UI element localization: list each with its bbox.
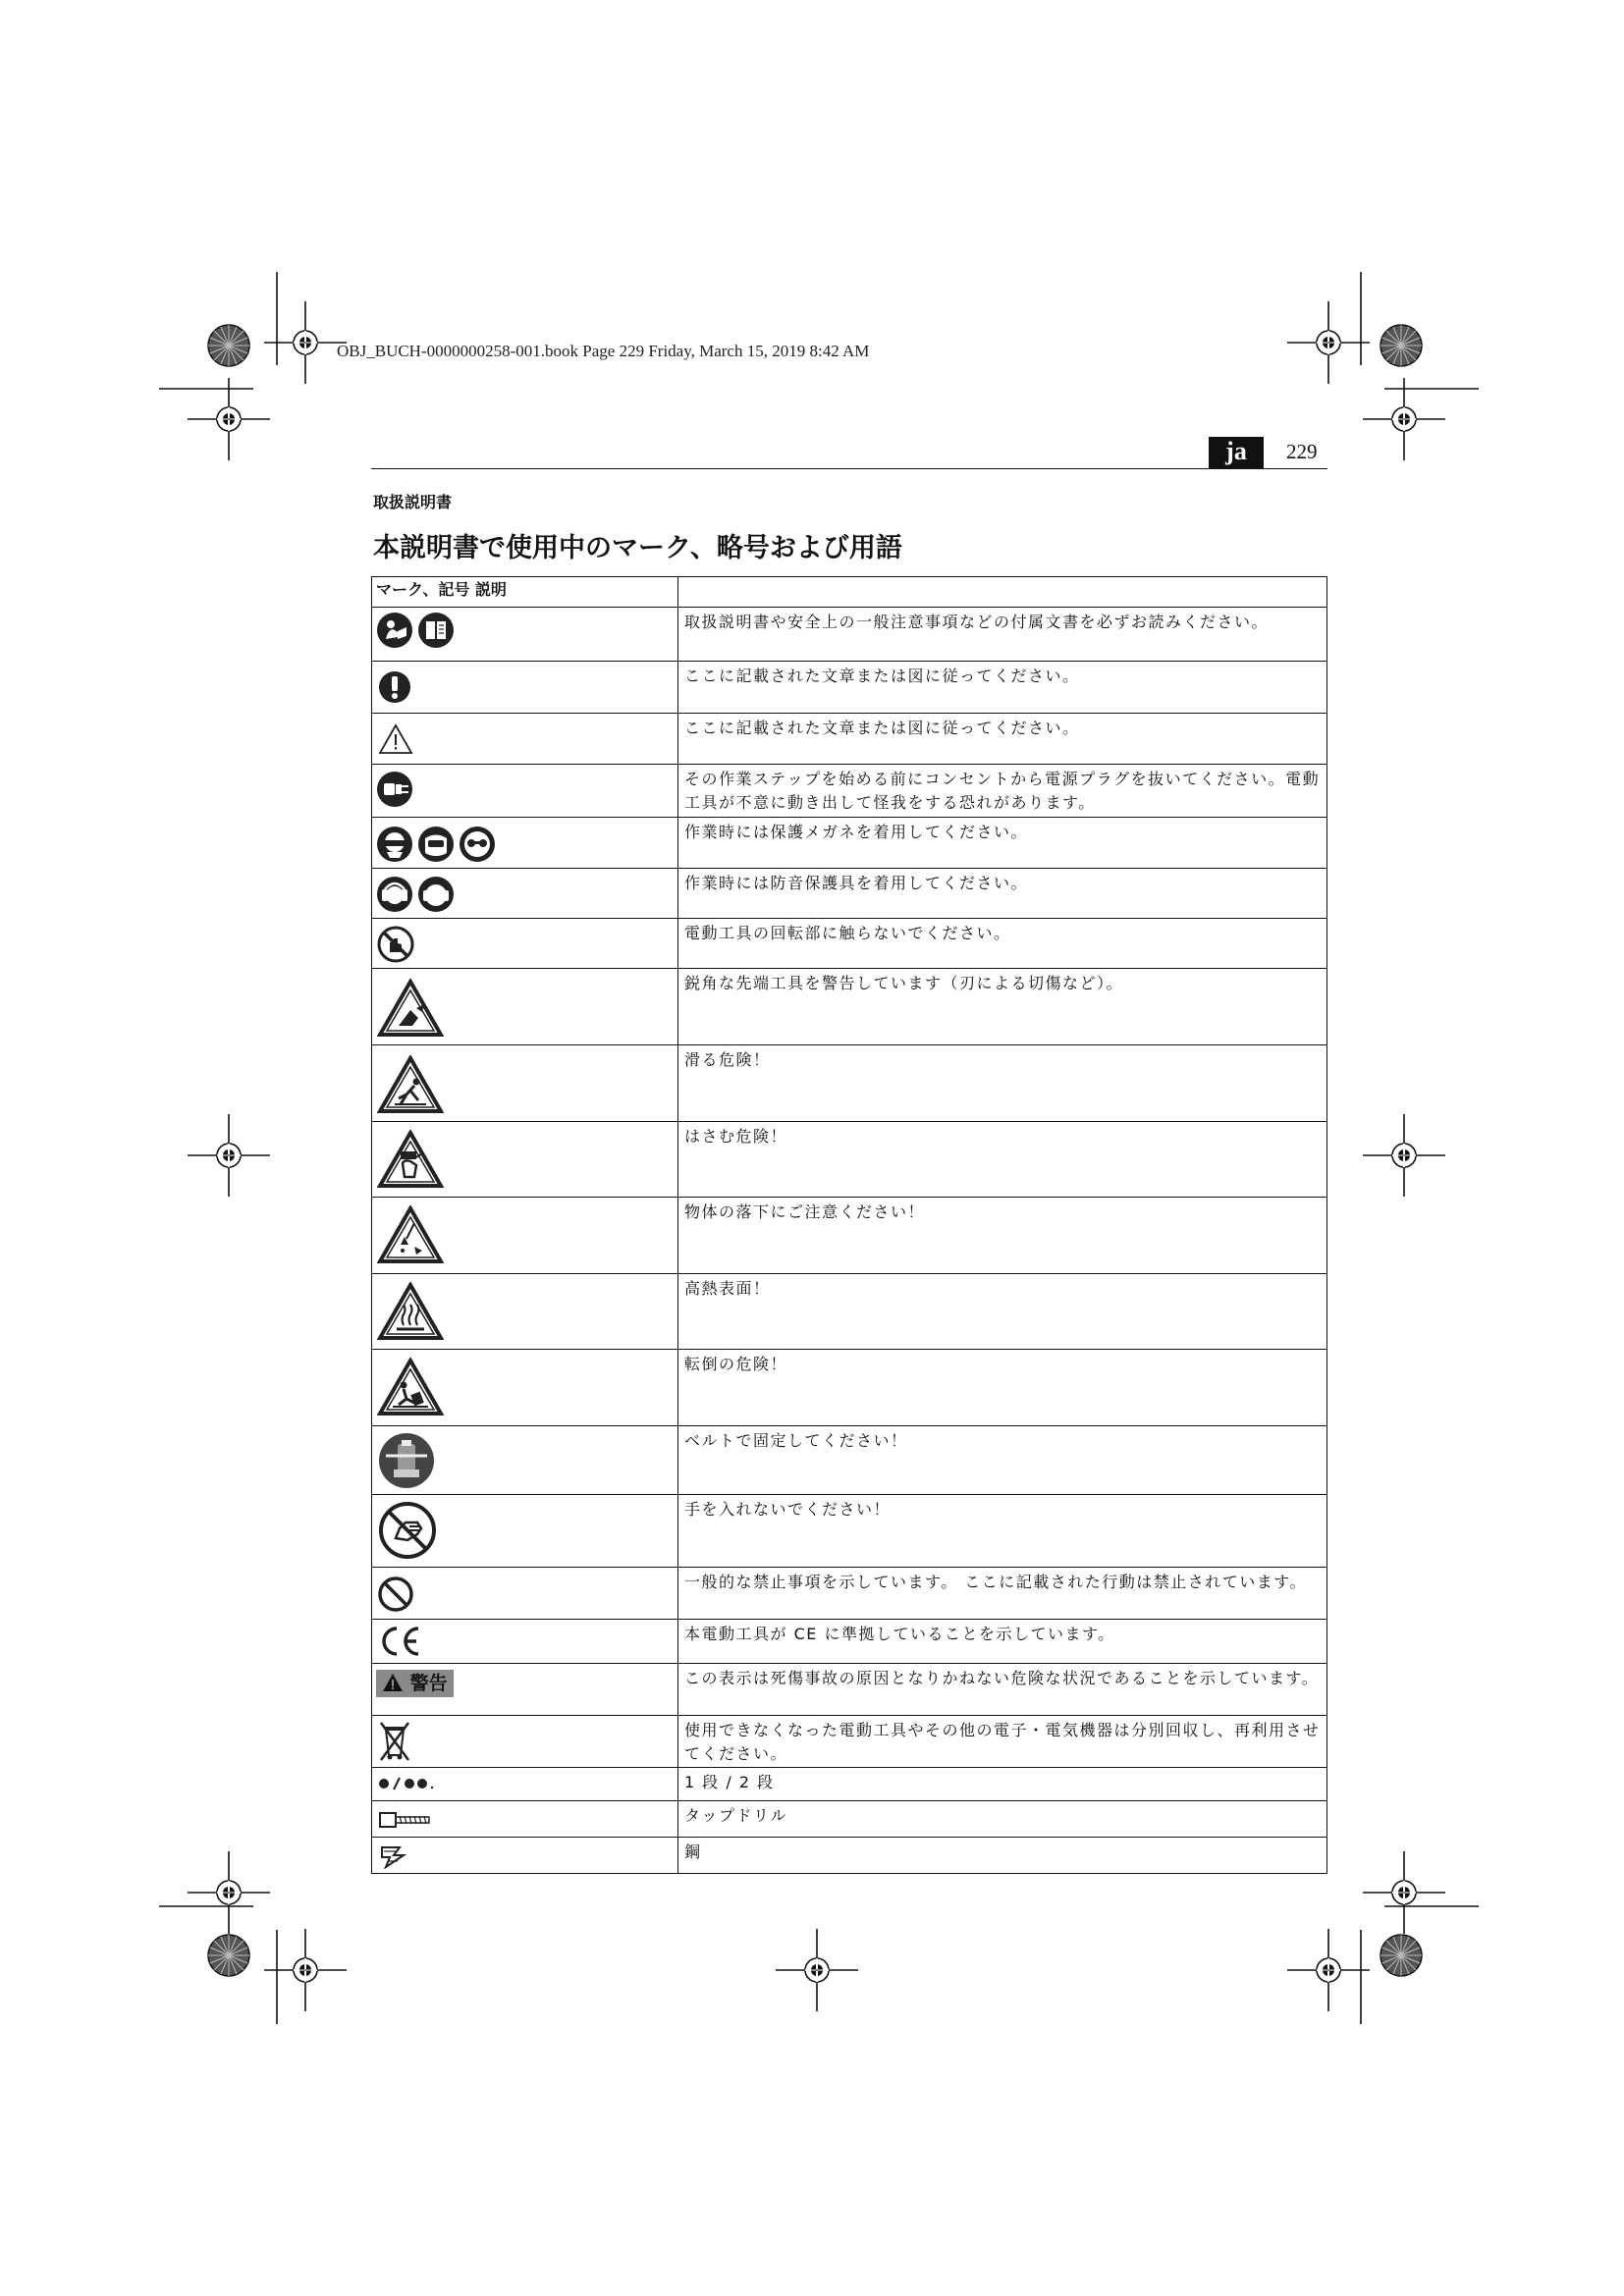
table-row: [372, 1664, 1327, 1716]
ear-muffs-icon: [417, 876, 455, 913]
description-cell: 作業時には防音保護具を着用してください。: [678, 869, 1327, 919]
symbols-table: [371, 576, 1327, 1874]
page-title: 本説明書で使用中のマーク、略号および用語: [373, 533, 902, 563]
section-label: 取扱説明書: [373, 493, 453, 511]
symbol-cell: [372, 969, 678, 1045]
prohibition-icon: [377, 1575, 414, 1613]
symbol-cell: [372, 919, 678, 969]
tap-drill-icon: [378, 1809, 433, 1831]
eye-protection-icon: [376, 826, 413, 863]
table-row: [372, 1716, 1327, 1768]
secure-with-belt-icon: [378, 1432, 435, 1489]
description-cell: 高熱表面！: [678, 1274, 1327, 1350]
description-cell: 鋼: [678, 1838, 1327, 1874]
description-cell: 転倒の危険！: [678, 1350, 1327, 1426]
falling-objects-icon: [377, 1205, 444, 1264]
table-row: [372, 1274, 1327, 1350]
symbol-cell: [372, 1620, 678, 1664]
description-cell: 電動工具の回転部に触らないでください。: [678, 919, 1327, 969]
header-rule: [371, 468, 1327, 469]
table-header-row: [372, 577, 1327, 608]
table-row: [372, 608, 1327, 662]
description-cell: 作業時には保護メガネを着用してください。: [678, 818, 1327, 869]
description-cell: 物体の落下にご注意ください！: [678, 1198, 1327, 1274]
table-row: [372, 869, 1327, 919]
hot-surface-icon: [377, 1282, 444, 1341]
description-cell: ここに記載された文章または図に従ってください。: [678, 662, 1327, 714]
symbol-cell: [372, 1838, 678, 1874]
mandatory-exclamation-icon: [378, 669, 411, 705]
no-touch-rotating-icon: [377, 926, 414, 963]
table-row: [372, 1350, 1327, 1426]
symbol-cell: [372, 1568, 678, 1620]
symbol-cell: [372, 1122, 678, 1198]
table-header-label: マーク、記号 説明: [372, 577, 678, 608]
symbol-cell: [372, 608, 678, 662]
goggles-icon: [459, 826, 496, 863]
symbol-cell: [372, 662, 678, 714]
description-cell: 使用できなくなった電動工具やその他の電子・電気機器は分別回収し、再利用させてください。: [678, 1716, 1327, 1768]
table-row: [372, 1495, 1327, 1568]
symbol-cell: [372, 714, 678, 765]
table-header-empty: [678, 577, 1327, 608]
read-manual-icon: [376, 612, 413, 649]
description-cell: 本電動工具が CE に準拠していることを示しています。: [678, 1620, 1327, 1664]
description-cell: その作業ステップを始める前にコンセントから電源プラグを抜いてください。電動工具が不意に動き出して怪我をする恐れがあります。: [678, 765, 1327, 818]
symbol-cell: [372, 1274, 678, 1350]
table-row: [372, 1122, 1327, 1198]
symbol-cell: [372, 1768, 678, 1801]
warning-triangle-icon: [378, 723, 413, 755]
table-row: [372, 1198, 1327, 1274]
language-tab: ja: [1209, 437, 1264, 468]
warning-badge-icon: [382, 1673, 404, 1692]
symbol-cell: [372, 869, 678, 919]
table-row: [372, 1838, 1327, 1874]
warning-badge-label: 警告: [409, 1673, 448, 1694]
symbol-cell: [372, 1801, 678, 1838]
table-row: [372, 1620, 1327, 1664]
description-cell: この表示は死傷事故の原因となりかねない危険な状況であることを示しています。: [678, 1664, 1327, 1716]
sharp-tool-warning-icon: [377, 979, 444, 1038]
table-row: [372, 1426, 1327, 1495]
table-row: [372, 1768, 1327, 1801]
symbol-cell: [372, 1350, 678, 1426]
symbol-cell: [372, 818, 678, 869]
description-cell: 1 段 / 2 段: [678, 1768, 1327, 1801]
no-hands-icon: [378, 1501, 437, 1560]
table-row: [372, 1568, 1327, 1620]
description-cell: タップドリル: [678, 1801, 1327, 1838]
weee-bin-icon: [378, 1720, 411, 1763]
page-number: 229: [1286, 440, 1318, 463]
warning-badge: [376, 1670, 454, 1697]
stage-dots-icon: [378, 1777, 447, 1790]
pinch-hazard-icon: [377, 1130, 444, 1189]
table-row: [372, 969, 1327, 1045]
tipping-hazard-icon: [377, 1358, 444, 1416]
symbol-cell: [372, 1198, 678, 1274]
table-row: [372, 662, 1327, 714]
description-cell: 取扱説明書や安全上の一般注意事項などの付属文書を必ずお読みください。: [678, 608, 1327, 662]
unplug-icon: [376, 771, 415, 808]
symbol-cell: [372, 1664, 678, 1716]
symbol-cell: [372, 1045, 678, 1122]
description-cell: 滑る危険！: [678, 1045, 1327, 1122]
slip-hazard-icon: [377, 1055, 444, 1114]
symbol-cell: [372, 765, 678, 818]
steel-icon: [378, 1843, 407, 1869]
table-row: [372, 919, 1327, 969]
symbol-cell: [372, 1495, 678, 1568]
symbol-cell: [372, 1426, 678, 1495]
description-cell: 鋭角な先端工具を警告しています（刃による切傷など）。: [678, 969, 1327, 1045]
symbol-cell: [372, 1716, 678, 1768]
description-cell: ベルトで固定してください！: [678, 1426, 1327, 1495]
description-cell: 一般的な禁止事項を示しています。 ここに記載された行動は禁止されています。: [678, 1568, 1327, 1620]
ear-protection-icon: [376, 876, 413, 913]
table-row: [372, 765, 1327, 818]
description-cell: はさむ危険！: [678, 1122, 1327, 1198]
table-row: [372, 1801, 1327, 1838]
manual-book-icon: [417, 612, 455, 649]
description-cell: ここに記載された文章または図に従ってください。: [678, 714, 1327, 765]
face-shield-icon: [417, 826, 455, 863]
description-cell: 手を入れないでください！: [678, 1495, 1327, 1568]
file-header-line: OBJ_BUCH-0000000258-001.book Page 229 Friday, March 15, 2019 8:42 AM: [337, 342, 870, 360]
ce-mark-icon: [377, 1625, 422, 1658]
table-row: [372, 818, 1327, 869]
table-row: [372, 714, 1327, 765]
table-row: [372, 1045, 1327, 1122]
